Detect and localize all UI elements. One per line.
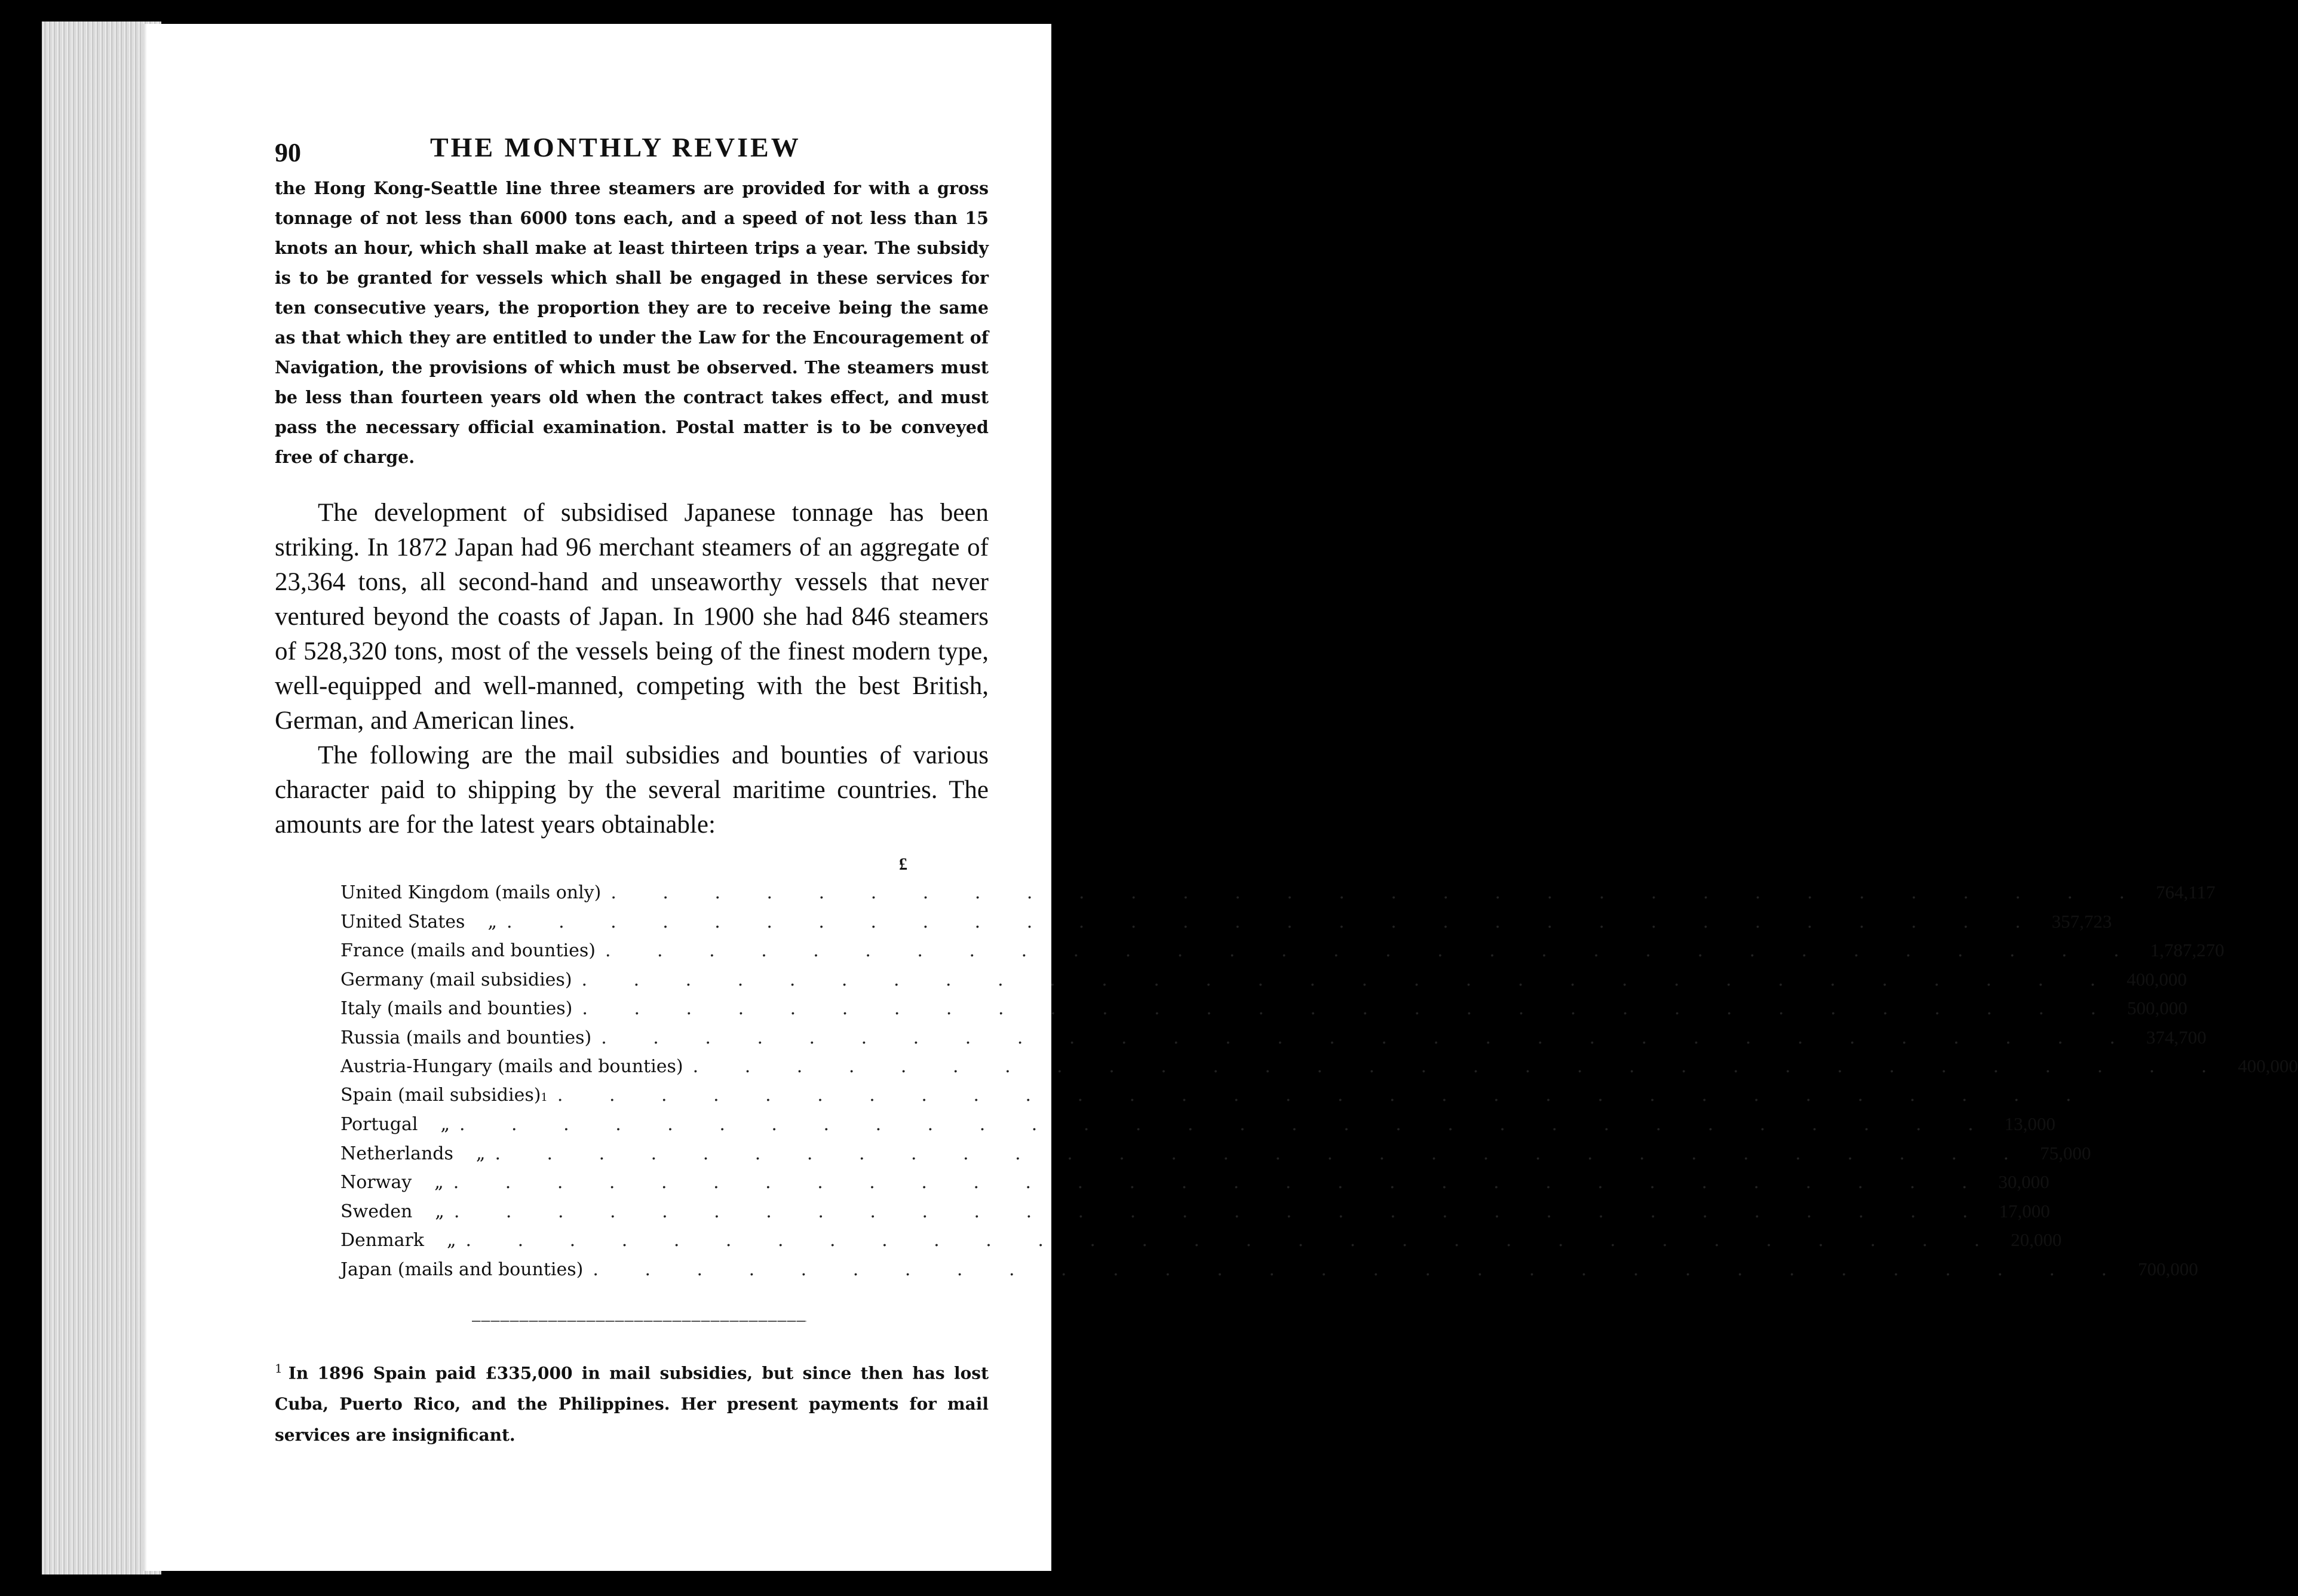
dot-leader: . . . . . . . . . . . . . . . . . . . . . . . . . . . . . . [581,969,2116,990]
dot-leader: . . . . . . . . . . . . . . . . . . . . . . . . . . . . . . [593,1259,2128,1280]
table-row [340,940,2225,969]
dot-leader: . . . . . . . . . . . . . . . . . . . . . . . . . . . . . . [453,1172,1988,1193]
paragraph-subsidies-intro: The following are the mail subsidies and bounties of various character paid to shipping by the several maritime countries. The amounts are for the latest years obtainable: [275,741,989,839]
country-name: Russia (mails and bounties) [340,1027,592,1048]
table-row [340,1084,2092,1114]
dot-leader: . . . . . . . . . . . . . . . . . . . . . . . . . . . . . . [465,1230,2001,1251]
dot-leader: . . . . . . . . . . . . . . . . . . . . . . . . . . . . . . [495,1143,2030,1164]
page-content [275,125,2298,1451]
table-row [340,1229,2062,1259]
country-name: Portugal [340,1114,418,1135]
table-row [340,882,2216,911]
dot-leader: . . . . . . . . . . . . . . . . . . . . . . . . . . . . . . [692,1056,2228,1077]
subsidy-rows [340,882,2298,1287]
subsidy-table [340,855,2298,1287]
country-name: United States [340,911,465,932]
amount: 400,000 [2238,1055,2298,1076]
footnote [275,1353,989,1451]
table-row [340,1171,2050,1201]
ditto-mark: „ [435,1201,444,1222]
amount: 17,000 [1999,1200,2050,1221]
table-row [340,910,2112,940]
ditto-mark: „ [434,1172,444,1193]
dot-leader: . . . . . . . . . . . . . . . . . . . . . . . . . . . . . . [601,1027,2136,1048]
currency-header: £ [899,855,907,874]
dot-leader: . . . . . . . . . . . . . . . . . . . . . . . . . . . . . . [557,1084,2092,1106]
amount: 13,000 [2004,1113,2055,1134]
amount: 500,000 [2127,997,2187,1018]
dot-leader: . . . . . . . . . . . . . . . . . . . . . . . . . . . . . . [610,882,2145,903]
table-row [340,1113,2055,1143]
dot-leader: . . . . . . . . . . . . . . . . . . . . . . . . . . . . . . [459,1114,1994,1135]
country-name: Netherlands [340,1143,453,1164]
amount: 20,000 [2011,1229,2062,1250]
ditto-mark: „ [475,1143,486,1164]
table-row [340,1026,2207,1056]
amount: 75,000 [2040,1142,2091,1164]
country-name: United Kingdom (mails only) [340,882,602,903]
paragraph-hong-kong-seattle: the Hong Kong-Seattle line three steamers are provided for with a gross tonnage of not less than 6000 tons each, and a speed of not less than 15 knots an hour, which shall make at least thirteen trips a year. The subsidy is to be granted for vessels which shall be engaged in these services for ten consecutive years, the proportion they are to receive being the same as that which they are entitled to under the Law for the Encouragement of Navigation, the provisions of which must be observed. The steamers must be less than fourteen years old when the contract takes effect, and must pass the necessary official examination. Postal matter is to be conveyed free of charge. [275,178,989,467]
country-name: Austria-Hungary (mails and bounties) [340,1056,683,1077]
footnote-rule [472,1321,806,1322]
running-head [275,125,989,173]
table-row [340,1200,2050,1230]
journal-title: THE MONTHLY REVIEW [430,132,801,162]
country-name: Denmark [340,1230,424,1251]
table-row [340,1142,2091,1172]
page-number: 90 [275,138,301,167]
table-row [340,1258,2198,1288]
book-page [143,24,2298,1571]
paragraph-japanese-tonnage: The development of subsidised Japanese tonnage has been striking. In 1872 Japan had 96 merchant steamers of an aggregate of 23,364 tons, all second-hand and unseaworthy vessels that never ventured beyond the coasts of Japan. In 1900 she had 846 steamers of 528,320 tons, most of the vessels being of the finest modern type, well-equipped and well-manned, competing with the best British, German, and American lines. [275,499,989,735]
country-name: France (mails and bounties) [340,940,596,961]
footnote-mark: 1 [275,1361,283,1376]
amount: 400,000 [2127,968,2187,990]
amount: 1,787,270 [2150,940,2225,960]
table-row [340,997,2187,1027]
dot-leader: . . . . . . . . . . . . . . . . . . . . . . . . . . . . . . [582,998,2117,1019]
amount: 700,000 [2138,1258,2198,1279]
country-name: Italy (mails and bounties) [340,998,573,1019]
country-name: Germany (mail subsidies) [340,969,572,990]
ditto-mark: „ [440,1114,450,1135]
amount: 374,700 [2146,1026,2207,1048]
dot-leader: . . . . . . . . . . . . . . . . . . . . . . . . . . . . . . [507,911,2041,932]
footnote-text: In 1896 Spain paid £335,000 in mail subsidies, but since then has lost Cuba, Puerto Rico, and the Philippines. Her present payments for mail services are insignificant. [275,1363,989,1445]
dot-leader: . . . . . . . . . . . . . . . . . . . . . . . . . . . . . . [453,1201,1989,1222]
amount: 357,723 [2051,910,2112,932]
ditto-mark: „ [446,1230,456,1251]
amount: 30,000 [1998,1171,2050,1192]
table-row [340,1055,2298,1085]
country-name: Norway [340,1172,412,1193]
footnote-ref: 1 [541,1091,548,1104]
dot-leader: . . . . . . . . . . . . . . . . . . . . . . . . . . . . . . [605,940,2140,961]
ditto-mark: „ [487,911,497,932]
country-name: Japan (mails and bounties) [340,1259,584,1280]
amount: 764,117 [2155,882,2216,903]
country-name: Spain (mail subsidies) [340,1084,541,1106]
country-name: Sweden [340,1201,413,1222]
table-row [340,968,2187,998]
